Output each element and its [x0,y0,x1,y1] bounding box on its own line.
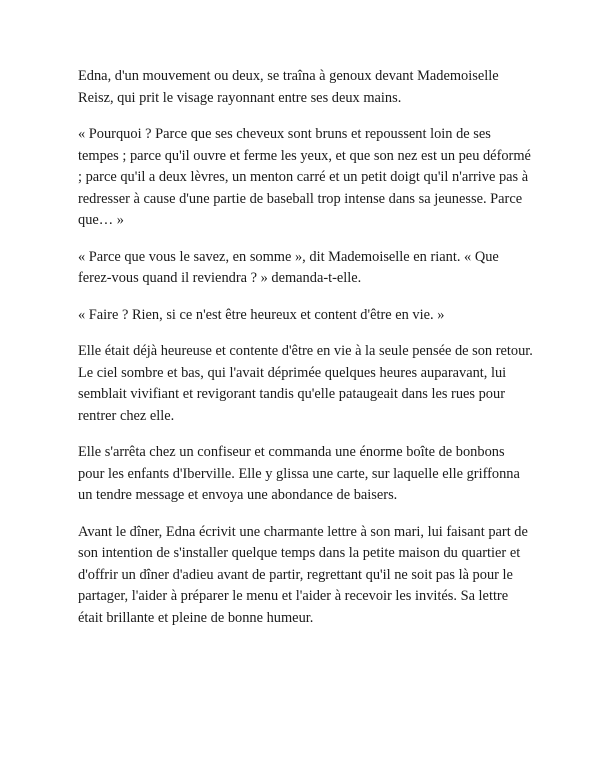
paragraph-1: Edna, d'un mouvement ou deux, se traîna à genoux devant Mademoiselle Reisz, qui prit le visage rayonnant entre ses deux mains. [78,68,499,106]
paragraph-6: Elle s'arrêta chez un confiseur et commanda une énorme boîte de bonbons pour les enfants d'Iberville. Elle y glissa une carte, sur laquelle elle griffonna un tendre message et envoya une abondance de baisers. [78,444,520,503]
paragraph-4: « Faire ? Rien, si ce n'est être heureux et content d'être en vie. » [78,306,445,323]
paragraph-3: « Parce que vous le savez, en somme », dit Mademoiselle en riant. « Que ferez-vous quand il reviendra ? » demanda-t-elle. [78,248,499,286]
document-page [78,66,533,644]
paragraph-2: « Pourquoi ? Parce que ses cheveux sont bruns et repoussent loin de ses tempes ; parce qu'il ouvre et ferme les yeux, et que son nez est un peu déformé ; parce qu'il a deux lèvres, un menton carré et un petit doigt qu'il n'arrive pas à redresser à cause d'une partie de baseball trop intense dans sa jeunesse. Parce que… » [78,126,531,228]
paragraph-7: Avant le dîner, Edna écrivit une charmante lettre à son mari, lui faisant part de son intention de s'installer quelque temps dans la petite maison du quartier et d'offrir un dîner d'adieu avant de partir, regrettant qu'il ne soit pas là pour le partager, l'aider à préparer le menu et l'aider à recevoir les invités. Sa lettre était brillante et pleine de bonne humeur. [78,523,528,626]
paragraph-5: Elle était déjà heureuse et contente d'être en vie à la seule pensée de son retour. Le ciel sombre et bas, qui l'avait déprimée quelques heures auparavant, lui semblait vivifiant et revigorant tandis qu'elle pataugeait dans les rues pour rentrer chez elle. [78,343,533,424]
